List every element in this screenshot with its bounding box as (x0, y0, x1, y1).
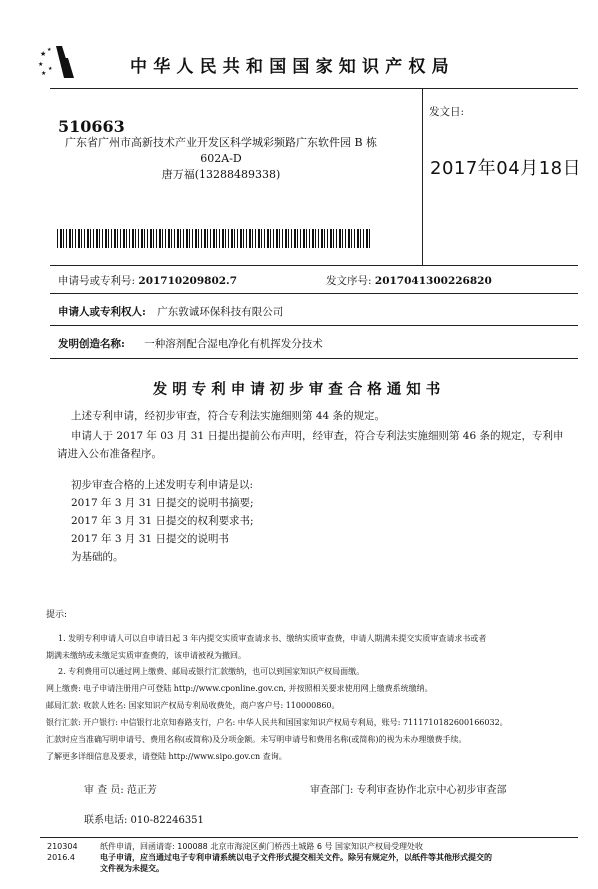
rule-3 (50, 325, 578, 326)
header-rule (50, 88, 578, 89)
examiner: 审 查 员: 范正芳 (84, 785, 157, 796)
svg-text:★: ★ (48, 66, 53, 72)
notice-basis: 为基础的。 (71, 551, 124, 563)
footer-line-1: 纸件申请，回函请寄: 100088 北京市海淀区蓟门桥西土城路 6 号 国家知识产权局受理处收 (100, 842, 424, 851)
svg-text:★: ★ (47, 47, 52, 53)
serial-row (326, 273, 492, 288)
notice-title: 发明专利申请初步审查合格通知书 (152, 382, 446, 398)
contact-phone: 联系电话: 010-82246351 (84, 815, 204, 826)
notice-para-3: 初步审查合格的上述发明专利申请是以: (71, 479, 254, 491)
rule-2 (50, 293, 578, 294)
tip-more: 了解更多详细信息及要求，请登陆 http://www.sipo.gov.cn 查询。 (46, 752, 287, 761)
invention-label: 发明创造名称: (58, 338, 125, 350)
address-line-1: 广东省广州市高新技术产业开发区科学城彩频路广东软件园 B 栋 (64, 136, 378, 149)
tip-1b: 期满未缴纳或未缴足实质审查费的，该申请被视为撤回。 (46, 651, 246, 660)
tips-heading: 提示: (46, 610, 68, 620)
form-version: 2016.4 (47, 853, 75, 862)
tip-2: 2. 专利费用可以通过网上缴费、邮局或银行汇款缴纳，也可以到国家知识产权局面缴。 (58, 667, 365, 676)
serial-label: 发文序号: (326, 275, 372, 287)
serial-value: 2017041300226820 (374, 275, 492, 287)
address-line-2: 602A-D (200, 152, 242, 165)
tip-online: 网上缴费: 电子申请注册用户可登陆 http://www.cponline.gov.cn, 并按照相关要求使用网上缴费系统缴纳。 (46, 684, 433, 693)
barcode (57, 229, 371, 248)
tip-remit: 汇款时应当准确写明申请号、费用名称(或简称)及分项金额。未写明申请号和费用名称(或简称)的视为未办理缴费手续。 (46, 735, 467, 744)
divider-vertical (422, 88, 423, 265)
rule-4 (50, 358, 578, 359)
applicant-label: 申请人或专利权人: (58, 306, 146, 318)
svg-text:★: ★ (41, 70, 47, 77)
recipient-address (60, 135, 382, 183)
submitted-doc-3: 2017 年 3 月 31 日提交的说明书 (71, 533, 229, 545)
svg-text:★: ★ (38, 61, 44, 68)
app-no-value: 201710209802.7 (138, 275, 238, 287)
submitted-doc-2: 2017 年 3 月 31 日提交的权利要求书; (71, 515, 254, 527)
exam-department: 审查部门: 专利审查协作北京中心初步审查部 (310, 785, 507, 796)
tip-bank: 银行汇款: 开户银行: 中信银行北京知春路支行，户名: 中华人民共和国国家知识产权局专利局，账号: 7111710182600166032。 (46, 718, 508, 727)
app-no-row (58, 273, 237, 288)
footer-rule (40, 837, 578, 838)
office-name: 中华人民共和国国家知识产权局 (130, 57, 455, 77)
applicant-row (58, 304, 283, 319)
notice-para-1: 上述专利申请，经初步审查，符合专利法实施细则第 44 条的规定。 (71, 410, 386, 422)
recipient-postcode: 510663 (58, 117, 125, 136)
notice-para-2b: 请进入公布准备程序。 (57, 448, 162, 460)
form-code: 210304 (47, 842, 78, 851)
cnipa-logo (38, 44, 82, 80)
rule-1 (50, 265, 578, 266)
applicant-value: 广东敦诚环保科技有限公司 (157, 306, 284, 318)
svg-text:★: ★ (40, 50, 47, 58)
invention-row (58, 336, 323, 351)
invention-value: 一种溶剂配合湿电净化有机挥发分技术 (144, 338, 323, 350)
tip-post: 邮局汇款: 收款人姓名: 国家知识产权局专利局收费处，商户客户号: 110000860。 (46, 701, 340, 710)
notice-para-2a: 申请人于 2017 年 03 月 31 日提出提前公布声明，经审查，符合专利法实施细则第 46 条的规定，专利申 (71, 430, 564, 442)
app-no-label: 申请号或专利号: (58, 275, 136, 287)
submitted-doc-1: 2017 年 3 月 31 日提交的说明书摘要; (71, 497, 254, 509)
send-date-value: 2017年04月18日 (430, 158, 582, 179)
tip-1a: 1. 发明专利申请人可以自申请日起 3 年内提交实质审查请求书、缴纳实质审查费，申请人期满未提交实质审查请求书或者 (58, 634, 487, 643)
footer-line-2: 电子申请，应当通过电子专利申请系统以电子文件形式提交相关文件。除另有规定外，以纸件等其他形式提交的 (100, 853, 492, 862)
recipient-contact: 唐万福(13288489338) (161, 168, 281, 181)
send-date-label: 发文日: (429, 106, 465, 118)
footer-line-3: 文件视为未提交。 (100, 864, 164, 873)
